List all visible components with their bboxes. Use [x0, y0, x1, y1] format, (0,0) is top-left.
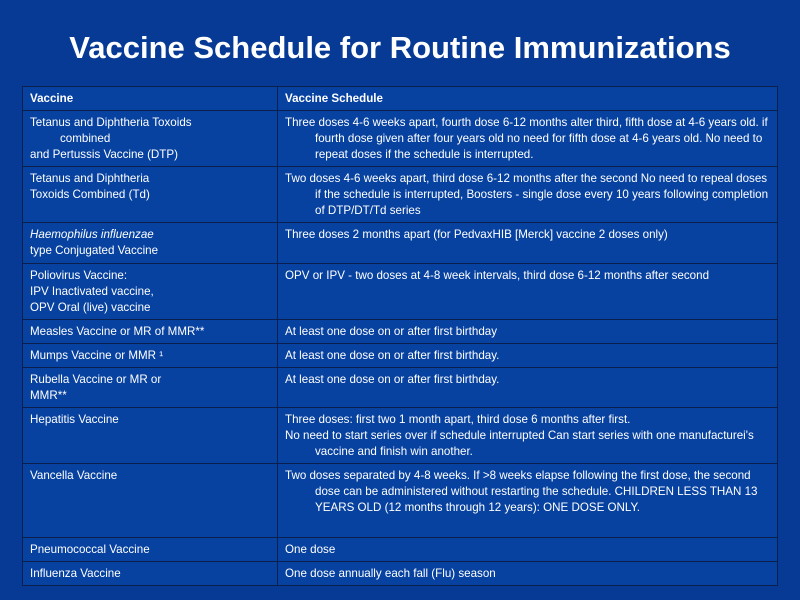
- table-row: [23, 368, 778, 408]
- vaccine-name-line: Tetanus and Diphtheria Toxoids: [30, 116, 192, 129]
- table-header-row: [23, 87, 778, 111]
- schedule-text: Two doses 4-6 weeks apart, third dose 6-12 months after the second No need to repeal doses if the schedule is interrupted, Boosters - single dose every 10 years following completion of DTP/DT/Td series: [285, 172, 769, 217]
- schedule-text: At least one dose on or after first birthday: [285, 325, 498, 338]
- vaccine-name-line: Vancella Vaccine: [30, 469, 118, 482]
- vaccine-name-line: Poliovirus Vaccine:: [30, 269, 128, 282]
- schedule-text: Three doses 4-6 weeks apart, fourth dose 6-12 months alter third, fifth dose at 4-6 years old. if fourth dose given after four years old no need for fifth dose at 4-6 years old. No need to repeat doses if the schedule is interrupted.: [285, 116, 768, 161]
- schedule-text: OPV or IPV - two doses at 4-8 week intervals, third dose 6-12 months after second: [285, 269, 710, 282]
- vaccine-cell: [23, 223, 278, 264]
- vaccine-cell: [23, 562, 278, 586]
- vaccine-name-line: and Pertussis Vaccine (DTP): [30, 148, 178, 161]
- table-row: [23, 464, 778, 538]
- vaccine-name-line: IPV Inactivated vaccine,: [30, 285, 154, 298]
- vaccine-cell: [23, 538, 278, 562]
- vaccine-name-line: Rubella Vaccine or MR or: [30, 373, 162, 386]
- slide-title: Vaccine Schedule for Routine Immunizations: [69, 30, 731, 65]
- vaccine-cell: [23, 464, 278, 538]
- schedule-text: One dose: [285, 543, 336, 556]
- vaccine-cell: [23, 408, 278, 464]
- schedule-cell: [278, 368, 778, 408]
- vaccine-name-line: combined: [60, 132, 111, 145]
- table-row: [23, 562, 778, 586]
- vaccine-name-line: Toxoids Combined (Td): [30, 188, 150, 201]
- table-row: [23, 344, 778, 368]
- schedule-cell: [278, 223, 778, 264]
- schedule-text: At least one dose on or after first birthday.: [285, 349, 500, 362]
- schedule-cell: [278, 167, 778, 223]
- schedule-cell: [278, 538, 778, 562]
- vaccine-name-line: Mumps Vaccine or MMR ¹: [30, 349, 164, 362]
- vaccine-name-line: Hepatitis Vaccine: [30, 413, 119, 426]
- vaccine-name-line: type Conjugated Vaccine: [30, 244, 159, 257]
- schedule-cell: [278, 562, 778, 586]
- table-row: [23, 538, 778, 562]
- schedule-cell: [278, 320, 778, 344]
- table-row: [23, 264, 778, 320]
- vaccine-cell: [23, 111, 278, 167]
- vaccine-cell: [23, 320, 278, 344]
- vaccine-cell: [23, 264, 278, 320]
- vaccine-name-line: Influenza Vaccine: [30, 567, 121, 580]
- vaccine-name-line: MMR**: [30, 389, 67, 402]
- table-row: [23, 408, 778, 464]
- schedule-cell: [278, 408, 778, 464]
- vaccine-cell: [23, 368, 278, 408]
- schedule-cell: [278, 111, 778, 167]
- schedule-text: Three doses: first two 1 month apart, third dose 6 months after first.: [285, 413, 631, 426]
- schedule-text: Two doses separated by 4-8 weeks. If >8 weeks elapse following the first dose, the second dose can be administered without restarting the schedule. CHILDREN LESS THAN 13 YEARS OLD (12 months through 12 years): ONE DOSE ONLY.: [285, 469, 758, 514]
- vaccine-name-line: Tetanus and Diphtheria: [30, 172, 150, 185]
- schedule-text: Three doses 2 months apart (for PedvaxHIB [Merck] vaccine 2 doses only): [285, 228, 668, 241]
- vaccine-schedule-table: [22, 86, 778, 586]
- schedule-text: At least one dose on or after first birthday.: [285, 373, 500, 386]
- schedule-cell: [278, 344, 778, 368]
- table-row: [23, 223, 778, 264]
- vaccine-name-line: Haemophilus influenzae: [30, 228, 154, 241]
- schedule-text: One dose annually each fall (Flu) season: [285, 567, 496, 580]
- header-vaccine: Vaccine: [23, 87, 278, 111]
- schedule-cell: [278, 464, 778, 538]
- vaccine-name-line: Measles Vaccine or MR of MMR**: [30, 325, 205, 338]
- table-row: [23, 111, 778, 167]
- table-row: [23, 167, 778, 223]
- schedule-cell: [278, 264, 778, 320]
- schedule-text: No need to start series over if schedule interrupted Can start series with one manufacturei's vaccine and finish win another.: [285, 429, 754, 458]
- vaccine-cell: [23, 344, 278, 368]
- vaccine-cell: [23, 167, 278, 223]
- table-row: [23, 320, 778, 344]
- vaccine-name-line: OPV Oral (live) vaccine: [30, 301, 151, 314]
- header-schedule: Vaccine Schedule: [278, 87, 778, 111]
- vaccine-name-line: Pneumococcal Vaccine: [30, 543, 150, 556]
